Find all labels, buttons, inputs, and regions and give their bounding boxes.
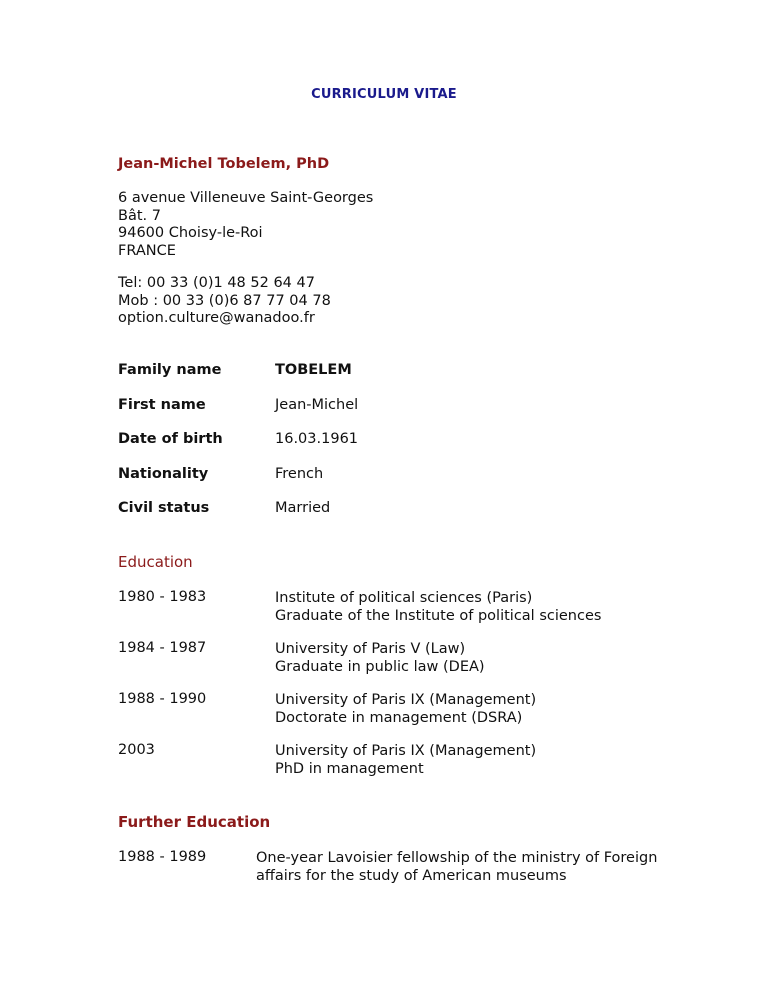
education-entry xyxy=(275,589,601,625)
address-block xyxy=(118,190,373,260)
education-degree: Doctorate in management (DSRA) xyxy=(275,710,523,726)
person-name: Jean-Michel Tobelem, PhD xyxy=(118,156,330,172)
civil-status-label: Civil status xyxy=(118,500,210,516)
family-name-value: TOBELEM xyxy=(275,362,352,378)
family-name-label: Family name xyxy=(118,362,222,378)
education-institution: University of Paris IX (Management) xyxy=(275,692,537,708)
address-line: FRANCE xyxy=(118,242,176,259)
education-entry xyxy=(275,640,485,676)
first-name-value: Jean-Michel xyxy=(275,397,359,413)
mobile-phone: Mob : 00 33 (0)6 87 77 04 78 xyxy=(118,292,331,309)
education-heading: Education xyxy=(118,553,193,571)
education-institution: Institute of political sciences (Paris) xyxy=(275,590,533,606)
education-institution: University of Paris V (Law) xyxy=(275,641,466,657)
address-line: Bât. 7 xyxy=(118,207,161,224)
education-years: 1980 - 1983 xyxy=(118,589,207,605)
education-entry xyxy=(275,691,536,727)
nationality-label: Nationality xyxy=(118,466,209,482)
education-years: 2003 xyxy=(118,742,155,758)
further-education-heading: Further Education xyxy=(118,813,271,831)
further-education-years: 1988 - 1989 xyxy=(118,849,207,865)
civil-status-value: Married xyxy=(275,500,331,516)
contact-block xyxy=(118,275,331,328)
education-degree: Graduate of the Institute of political sciences xyxy=(275,608,602,624)
address-line: 94600 Choisy-le-Roi xyxy=(118,225,263,241)
further-education-line: One-year Lavoisier fellowship of the ministry of Foreign xyxy=(256,850,658,866)
education-entry xyxy=(275,742,536,778)
nationality-value: French xyxy=(275,466,324,482)
education-years: 1984 - 1987 xyxy=(118,640,207,656)
address-line: 6 avenue Villeneuve Saint-Georges xyxy=(118,190,374,206)
education-years: 1988 - 1990 xyxy=(118,691,207,707)
education-institution: University of Paris IX (Management) xyxy=(275,743,537,759)
email-address: option.culture@wanadoo.fr xyxy=(118,310,315,326)
further-education-entry xyxy=(256,849,657,885)
first-name-label: First name xyxy=(118,397,206,413)
date-of-birth-label: Date of birth xyxy=(118,431,223,447)
document-title: CURRICULUM VITAE xyxy=(311,87,457,102)
education-degree: PhD in management xyxy=(275,761,424,777)
date-of-birth-value: 16.03.1961 xyxy=(275,431,359,447)
education-degree: Graduate in public law (DEA) xyxy=(275,659,485,675)
further-education-line: affairs for the study of American museums xyxy=(256,868,567,884)
telephone: Tel: 00 33 (0)1 48 52 64 47 xyxy=(118,275,315,291)
